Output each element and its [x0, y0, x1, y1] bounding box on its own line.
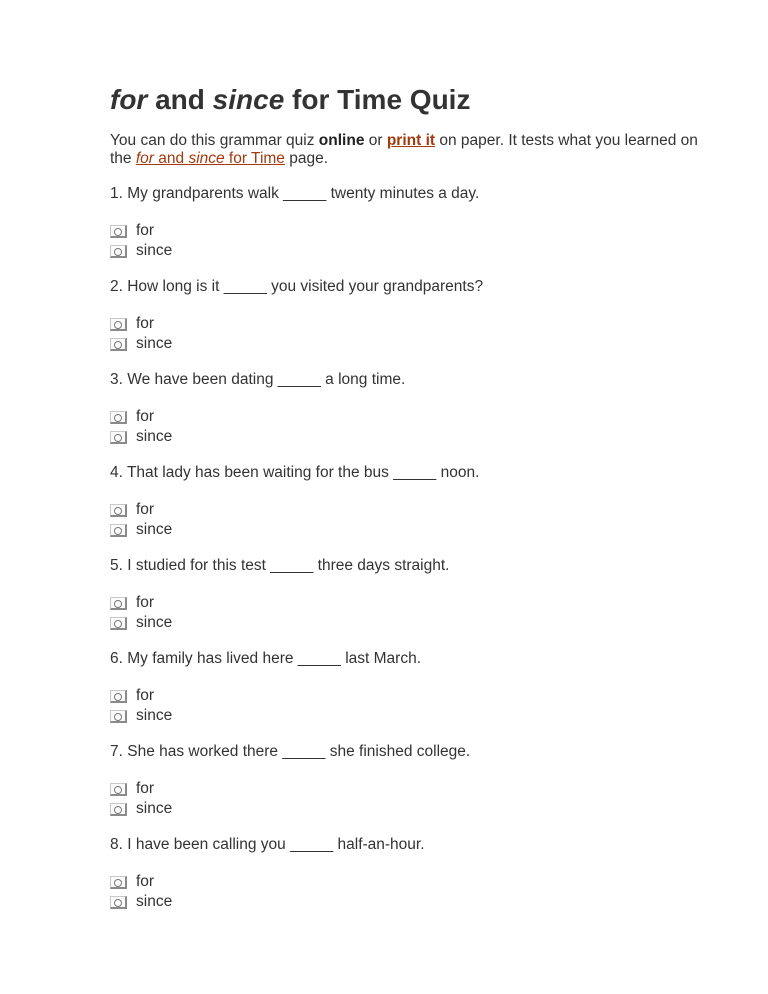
answer-option-for[interactable]: [110, 314, 710, 334]
radio-button-icon[interactable]: [110, 225, 127, 238]
option-label: for: [136, 501, 155, 518]
answer-options: [110, 872, 710, 912]
option-label: for: [136, 687, 155, 704]
quiz-page: [110, 82, 710, 912]
radio-button-icon[interactable]: [110, 338, 127, 351]
option-label: since: [136, 428, 173, 445]
answer-options: [110, 500, 710, 540]
intro-text: page.: [284, 150, 329, 167]
answer-option-for[interactable]: [110, 779, 710, 799]
intro-text: on paper. It tests what you learned on the: [110, 132, 698, 167]
answer-option-for[interactable]: [110, 686, 710, 706]
print-it-link[interactable]: print it: [386, 132, 436, 149]
option-label: since: [136, 800, 173, 817]
title-since: since: [212, 84, 285, 115]
radio-button-icon[interactable]: [110, 431, 127, 444]
answer-options: [110, 407, 710, 447]
answer-option-since[interactable]: [110, 427, 710, 447]
option-label: since: [136, 521, 173, 538]
answer-options: [110, 221, 710, 261]
answer-option-since[interactable]: [110, 520, 710, 540]
page-title: [110, 82, 710, 118]
question-text: 3. We have been dating _____ a long time.: [110, 371, 406, 388]
radio-button-icon[interactable]: [110, 617, 127, 630]
answer-option-for[interactable]: [110, 872, 710, 892]
option-label: since: [136, 707, 173, 724]
intro-text: You can do this grammar quiz: [110, 132, 319, 149]
option-label: since: [136, 242, 173, 259]
link-and: and: [153, 150, 189, 167]
radio-button-icon[interactable]: [110, 245, 127, 258]
answer-options: [110, 593, 710, 633]
quiz-questions: [110, 185, 710, 912]
question-text: 6. My family has lived here _____ last March.: [110, 650, 421, 667]
question-text: 4. That lady has been waiting for the bus _____ noon.: [110, 464, 480, 481]
option-label: since: [136, 893, 173, 910]
radio-button-icon[interactable]: [110, 504, 127, 517]
answer-options: [110, 686, 710, 726]
answer-options: [110, 779, 710, 819]
answer-option-for[interactable]: [110, 500, 710, 520]
radio-button-icon[interactable]: [110, 710, 127, 723]
for-and-since-page-link[interactable]: [136, 150, 285, 167]
question-text: 1. My grandparents walk _____ twenty minutes a day.: [110, 185, 480, 202]
question-text: 7. She has worked there _____ she finished college.: [110, 743, 471, 760]
option-label: for: [136, 873, 155, 890]
title-and: and: [147, 84, 213, 115]
question-text: 5. I studied for this test _____ three days straight.: [110, 557, 450, 574]
answer-option-since[interactable]: [110, 241, 710, 261]
link-for: for: [135, 150, 154, 167]
answer-option-for[interactable]: [110, 407, 710, 427]
answer-option-since[interactable]: [110, 892, 710, 912]
option-label: for: [136, 408, 155, 425]
radio-button-icon[interactable]: [110, 411, 127, 424]
answer-option-since[interactable]: [110, 613, 710, 633]
answer-options: [110, 314, 710, 354]
question-text: 2. How long is it _____ you visited your grandparents?: [110, 278, 484, 295]
question-text: 8. I have been calling you _____ half-an-hour.: [110, 836, 425, 853]
title-rest: for Time Quiz: [284, 84, 471, 115]
radio-button-icon[interactable]: [110, 803, 127, 816]
answer-option-since[interactable]: [110, 799, 710, 819]
radio-button-icon[interactable]: [110, 318, 127, 331]
intro-text: or: [364, 132, 387, 149]
radio-button-icon[interactable]: [110, 876, 127, 889]
option-label: for: [136, 315, 155, 332]
link-rest: for Time: [224, 150, 285, 167]
option-label: for: [136, 222, 155, 239]
intro-paragraph: [110, 132, 710, 168]
radio-button-icon[interactable]: [110, 597, 127, 610]
link-since: since: [188, 150, 225, 167]
radio-button-icon[interactable]: [110, 524, 127, 537]
option-label: since: [136, 335, 173, 352]
option-label: for: [136, 594, 155, 611]
answer-option-for[interactable]: [110, 221, 710, 241]
title-for: for: [110, 84, 148, 115]
radio-button-icon[interactable]: [110, 783, 127, 796]
answer-option-since[interactable]: [110, 334, 710, 354]
option-label: for: [136, 780, 155, 797]
online-label: online: [318, 132, 365, 149]
option-label: since: [136, 614, 173, 631]
radio-button-icon[interactable]: [110, 690, 127, 703]
radio-button-icon[interactable]: [110, 896, 127, 909]
answer-option-for[interactable]: [110, 593, 710, 613]
answer-option-since[interactable]: [110, 706, 710, 726]
